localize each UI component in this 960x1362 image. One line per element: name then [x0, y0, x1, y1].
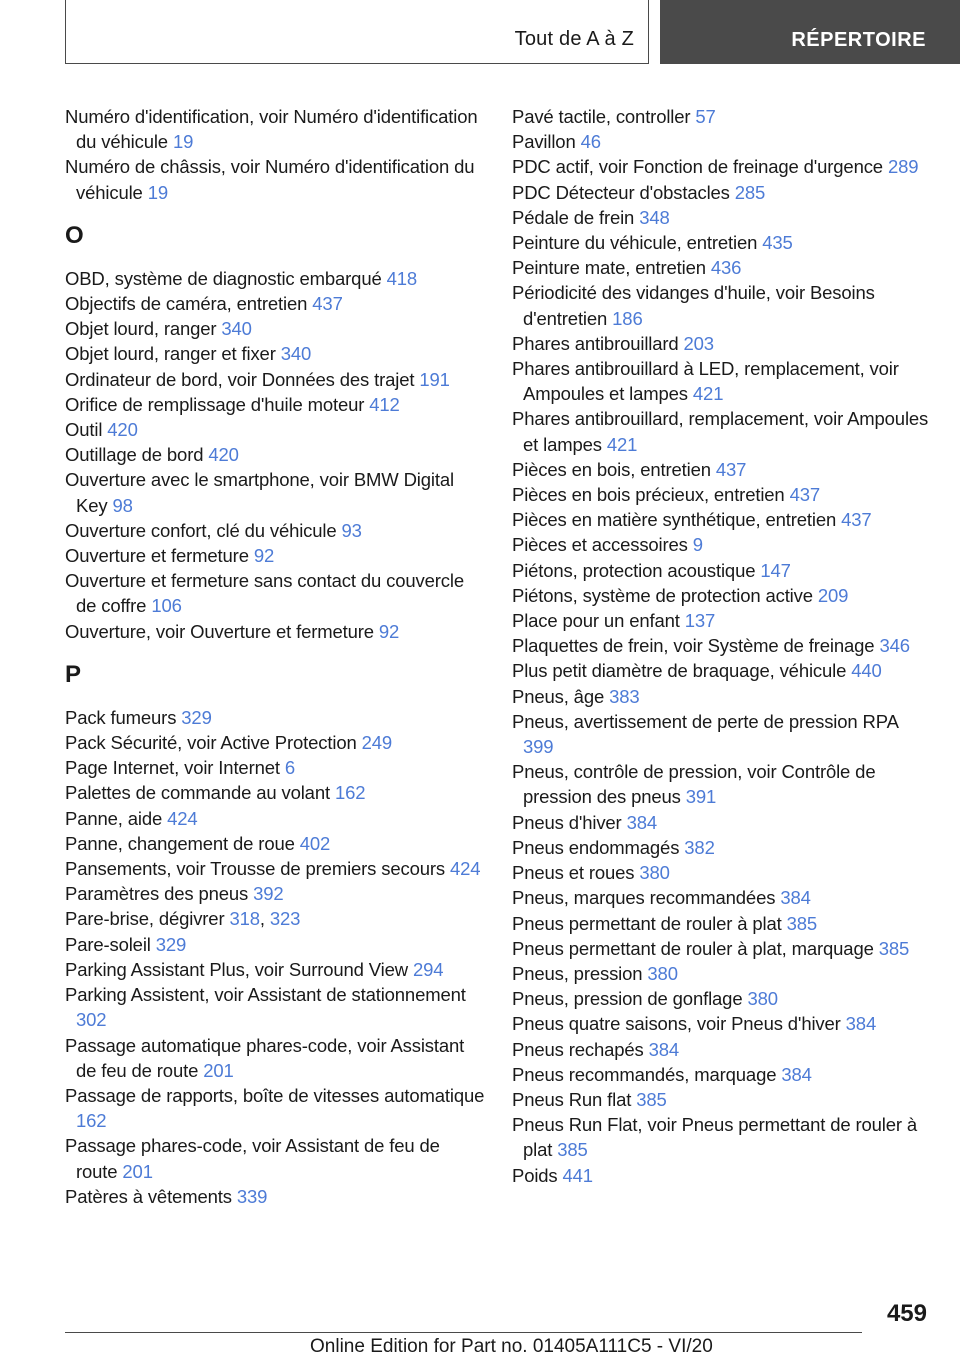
index-entry [65, 518, 485, 543]
index-letter-heading: P [65, 660, 82, 688]
index-entry-text: Objectifs de caméra, entretien [65, 293, 308, 315]
page-link[interactable]: 162 [76, 1110, 107, 1132]
index-entry [65, 568, 485, 618]
index-entry-text: Ouverture et fermeture sans contact du couvercle de coffre [65, 570, 464, 617]
index-entry-text: OBD, système de diagnostic embarqué [65, 267, 382, 289]
page-link[interactable]: 412 [369, 393, 400, 415]
index-entry [65, 730, 485, 755]
index-entry: Pare-brise, dégivrer 318, 323 [65, 908, 301, 930]
index-entry [65, 392, 485, 417]
page-link[interactable]: 201 [122, 1160, 153, 1182]
index-entry-text: Pneus rechapés [512, 1038, 644, 1060]
index-entry-text: Pneus Run flat [512, 1088, 632, 1110]
page-link[interactable]: 340 [221, 318, 252, 340]
index-entry [512, 280, 932, 330]
index-entry [65, 932, 485, 957]
index-entry-text: Pneus, contrôle de pression, voir Contrôle de pression des pneus [512, 761, 876, 808]
index-entry-text: Pneus, pression de gonflage [512, 988, 743, 1010]
page-link[interactable]: 437 [715, 458, 747, 480]
index-entry [512, 104, 932, 129]
index-entry-text: Page Internet, voir Internet [65, 757, 280, 779]
page-link[interactable]: 106 [151, 595, 182, 617]
index-entry-text: Plaquettes de frein, voir Système de freinage [512, 635, 875, 657]
index-entry [512, 1062, 932, 1087]
index-entry-text: Passage automatique phares-code, voir Assistant de feu de route [65, 1034, 465, 1081]
footer-divider [65, 1332, 862, 1333]
index-entry-text: Phares antibrouillard [512, 332, 679, 354]
index-entry [512, 255, 932, 280]
page-link[interactable]: 46 [580, 131, 601, 153]
index-entry-text: Peinture du véhicule, entretien [512, 232, 758, 254]
index-entry [512, 1112, 932, 1162]
page-link[interactable]: 385 [786, 912, 818, 934]
index-entry [65, 154, 485, 204]
page-link[interactable]: 186 [612, 307, 643, 329]
index-entry-text: Ouverture confort, clé du véhicule [65, 519, 337, 541]
index-entry [512, 608, 932, 633]
page-link[interactable]: 441 [562, 1164, 593, 1186]
index-entry [65, 543, 485, 568]
page-link[interactable]: 424 [450, 858, 481, 880]
page-number: 459 [886, 1300, 927, 1327]
index-entry [65, 982, 485, 1032]
index-entry-text: Pièces et accessoires [512, 534, 688, 556]
index-entry [65, 104, 485, 154]
index-entry [65, 806, 485, 831]
index-entry [512, 507, 932, 532]
index-entry-text: Plus petit diamètre de braquage, véhicule [512, 660, 847, 682]
index-entry [65, 881, 485, 906]
page-link[interactable]: 339 [236, 1185, 268, 1207]
index-entry [512, 936, 932, 961]
chapter-tab-label: RÉPERTOIRE [791, 29, 926, 51]
index-entry-text: Phares antibrouillard à LED, remplacement, voir Ampoules et lampes [512, 358, 899, 405]
section-tab[interactable] [65, 0, 649, 64]
page-link[interactable]: 92 [378, 620, 400, 642]
index-entry [65, 780, 485, 805]
index-entry-text: PDC Détecteur d'obstacles [512, 181, 730, 203]
page-link[interactable]: 421 [692, 383, 724, 405]
page-link[interactable]: 329 [155, 933, 187, 955]
page-link[interactable]: 385 [878, 937, 910, 959]
page-link[interactable]: 294 [412, 958, 444, 980]
index-entry-text: Palettes de commande au volant [65, 782, 330, 804]
index-entry-text: Numéro d'identification, voir Numéro d'identification du véhicule [65, 106, 478, 153]
page-link[interactable]: 437 [312, 293, 343, 315]
page-link[interactable]: 424 [167, 807, 198, 829]
page-link[interactable]: 249 [361, 732, 393, 754]
index-entry-text: Pavé tactile, controller [512, 106, 691, 127]
index-entry [512, 961, 932, 986]
index-entry [65, 467, 485, 517]
index-entry-text: PDC actif, voir Fonction de freinage d'urgence [512, 156, 883, 178]
page-link[interactable]: 380 [747, 988, 778, 1010]
index-entry [512, 1011, 932, 1036]
index-entry-text: Périodicité des vidanges d'huile, voir Besoins d'entretien [512, 282, 875, 329]
page-link[interactable]: 420 [107, 419, 138, 441]
page-link[interactable]: 147 [760, 559, 791, 581]
index-entry-text: Pare-brise, dégivrer [65, 908, 225, 930]
index-entry-text: Poids [512, 1164, 558, 1186]
index-entry-text: Pneus, âge [512, 685, 605, 707]
index-entry [512, 482, 932, 507]
index-entry-text: Pneus Run Flat, voir Pneus permettant de rouler à plat [512, 1114, 918, 1161]
index-entry [512, 205, 932, 230]
index-column-left [65, 104, 485, 1209]
page-link[interactable]: 203 [683, 332, 714, 354]
index-entry-text: Numéro de châssis, voir Numéro d'identification du véhicule [65, 156, 475, 203]
index-entry [512, 759, 932, 809]
index-entry-text: Pneus d'hiver [512, 811, 622, 833]
index-entry [512, 658, 932, 683]
index-entry-text: Phares antibrouillard, remplacement, voir Ampoules et lampes [512, 408, 929, 455]
index-entry-text: Pare-soleil [65, 933, 151, 955]
page-link[interactable]: 420 [208, 444, 239, 466]
index-entry [512, 154, 932, 179]
index-entry [65, 316, 485, 341]
index-entry-text: Patères à vêtements [65, 1185, 232, 1207]
index-entry-text: Outil [65, 419, 103, 441]
index-entry-text: Peinture mate, entretien [512, 257, 706, 279]
index-entry-text: Passage phares-code, voir Assistant de feu de route [65, 1135, 440, 1182]
index-entry [512, 532, 932, 557]
index-entry [65, 1184, 485, 1209]
page-link[interactable]: 201 [203, 1059, 234, 1081]
page-link[interactable]: 437 [841, 509, 872, 531]
index-entry-text: Pneus et roues [512, 862, 635, 884]
index-entry [512, 1087, 932, 1112]
index-entry-text: Pneus quatre saisons, voir Pneus d'hiver [512, 1013, 841, 1035]
index-entry [512, 835, 932, 860]
index-entry [65, 619, 485, 644]
page-link[interactable]: 348 [639, 206, 670, 228]
index-entry [65, 1133, 485, 1183]
index-entry [65, 341, 485, 366]
index-entry-text: Piétons, protection acoustique [512, 559, 756, 581]
index-entry-text: Pneus, marques recommandées [512, 887, 776, 909]
index-entry-text: Passage de rapports, boîte de vitesses automatique [65, 1084, 485, 1106]
index-entry-text: Pack fumeurs [65, 706, 177, 728]
page-link[interactable]: 191 [419, 368, 450, 390]
page-link[interactable]: 346 [879, 635, 910, 657]
index-entry [65, 1033, 485, 1083]
index-entry [512, 885, 932, 910]
page-link[interactable]: 383 [609, 685, 640, 707]
index-entry [512, 1163, 932, 1188]
index-entry [65, 856, 485, 881]
page-link[interactable]: 384 [648, 1038, 680, 1060]
index-entry-text: Pneus recommandés, marquage [512, 1063, 777, 1085]
page-link[interactable]: 6 [284, 757, 295, 779]
index-entry [65, 417, 485, 442]
index-entry [512, 406, 932, 456]
index-entry [512, 684, 932, 709]
page-link[interactable]: 440 [851, 660, 882, 682]
index-entry [65, 291, 485, 316]
index-entry-text: Pièces en bois, entretien [512, 458, 711, 480]
page-link[interactable]: 418 [386, 267, 418, 289]
page-link[interactable]: 380 [639, 862, 670, 884]
page-link[interactable]: 402 [299, 832, 331, 854]
page-link[interactable]: 421 [606, 433, 638, 455]
index-entry [65, 367, 485, 392]
page-link[interactable]: 340 [280, 343, 312, 365]
page-link[interactable]: 93 [341, 519, 362, 541]
index-entry [512, 180, 932, 205]
chapter-tab[interactable] [660, 0, 960, 64]
page-link[interactable]: 384 [845, 1013, 877, 1035]
index-entry [512, 331, 932, 356]
index-entry-text: Orifice de remplissage d'huile moteur [65, 393, 365, 415]
index-entry [512, 633, 932, 658]
index-entry-text: Outillage de bord [65, 444, 204, 466]
index-entry [512, 860, 932, 885]
page-link[interactable]: 437 [789, 484, 820, 506]
index-entry-text: Pneus, pression [512, 962, 643, 984]
page-link[interactable]: 137 [684, 610, 716, 632]
index-entry [65, 266, 485, 291]
index-entry [65, 755, 485, 780]
page-link[interactable]: 380 [647, 962, 678, 984]
index-entry-text: Pièces en bois précieux, entretien [512, 484, 785, 506]
page-link[interactable]: 285 [734, 181, 766, 203]
page-link[interactable]: 436 [710, 257, 742, 279]
index-entry-text: Place pour un enfant [512, 610, 680, 632]
index-entry-text: Pneus permettant de rouler à plat [512, 912, 782, 934]
page-link[interactable]: 9 [692, 534, 703, 556]
page-link[interactable]: 98 [112, 494, 133, 516]
index-entry-text: Pièces en matière synthétique, entretien [512, 509, 837, 531]
index-entry [512, 583, 932, 608]
index-entry-text: Panne, aide [65, 807, 163, 829]
index-entry-text: Pansements, voir Trousse de premiers secours [65, 858, 446, 880]
page-link[interactable]: 384 [626, 811, 657, 833]
index-column-right [512, 104, 932, 1188]
page-link[interactable]: 382 [684, 836, 715, 858]
page-link[interactable]: 302 [76, 1009, 107, 1031]
page-link[interactable]: 399 [523, 736, 554, 758]
index-entry-text: Parking Assistant Plus, voir Surround View [65, 958, 408, 980]
section-tab-label: Tout de A à Z [514, 28, 634, 50]
index-entry-text: Objet lourd, ranger et fixer [65, 343, 276, 365]
index-entry-text: Pédale de frein [512, 206, 635, 228]
page-link[interactable]: 92 [253, 545, 275, 567]
index-entry-text: Pneus endommagés [512, 836, 680, 858]
index-entry [65, 1083, 485, 1133]
page-link[interactable]: 19 [172, 131, 194, 153]
index-entry [65, 831, 485, 856]
page-link[interactable]: 384 [781, 1063, 812, 1085]
page-link[interactable]: 19 [147, 181, 168, 203]
index-entry [65, 957, 485, 982]
index-entry-text: Pack Sécurité, voir Active Protection [65, 732, 357, 754]
page-link[interactable]: 323 [269, 908, 301, 930]
index-entry-text: Pneus permettant de rouler à plat, marquage [512, 937, 874, 959]
index-entry [512, 709, 932, 759]
index-entry [512, 1037, 932, 1062]
page-link[interactable]: 435 [762, 232, 793, 254]
page-link[interactable]: 57 [695, 106, 716, 127]
index-entry [512, 558, 932, 583]
page-link[interactable]: 391 [685, 786, 717, 808]
index-entry-text: Ordinateur de bord, voir Données des trajet [65, 368, 415, 390]
page-link[interactable]: 384 [780, 887, 811, 909]
index-entry-text: Objet lourd, ranger [65, 318, 217, 340]
page-link[interactable]: 385 [557, 1139, 588, 1161]
index-entry-text: Panne, changement de roue [65, 832, 295, 854]
index-entry-text: Ouverture et fermeture [65, 545, 249, 567]
index-entry [512, 810, 932, 835]
page-link[interactable]: 289 [887, 156, 919, 178]
index-entry-text: Ouverture avec le smartphone, voir BMW Digital Key [65, 469, 454, 516]
page-link[interactable]: 385 [636, 1088, 667, 1110]
page-link[interactable]: 392 [253, 883, 284, 905]
index-entry [512, 457, 932, 482]
index-entry-text: Piétons, système de protection active [512, 584, 813, 606]
index-entry [65, 442, 485, 467]
index-entry-text: Parking Assistent, voir Assistant de stationnement [65, 984, 466, 1006]
index-entry [512, 230, 932, 255]
index-entry-text: Pavillon [512, 131, 576, 153]
index-entry-text: Ouverture, voir Ouverture et fermeture [65, 620, 374, 642]
edition-note: Online Edition for Part no. 01405A111C5 - VI/20 [310, 1336, 713, 1357]
index-entry [512, 986, 932, 1011]
index-entry-text: Pneus, avertissement de perte de pression RPA [512, 710, 898, 732]
page-link[interactable]: 318 [229, 908, 260, 930]
index-entry [512, 911, 932, 936]
index-letter-heading: O [65, 221, 84, 249]
index-entry [65, 705, 485, 730]
index-entry [512, 356, 932, 406]
index-entry-text: Paramètres des pneus [65, 883, 249, 905]
page-link[interactable]: 329 [181, 706, 212, 728]
index-entry [512, 129, 932, 154]
page-link[interactable]: 162 [334, 782, 366, 804]
page-link[interactable]: 209 [817, 584, 849, 606]
